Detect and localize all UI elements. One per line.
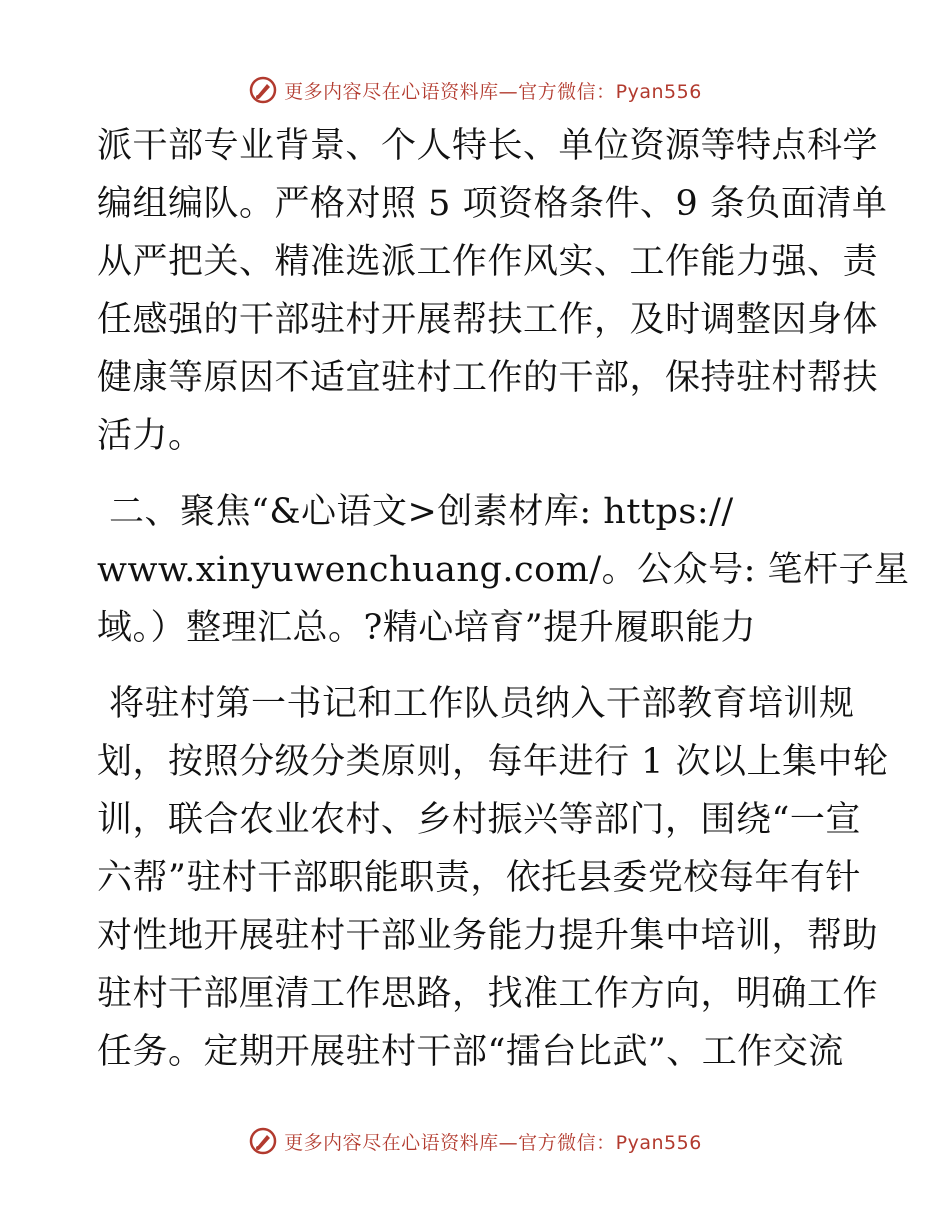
text-line: 任感强的干部驻村开展帮扶工作，及时调整因身体 (97, 300, 879, 340)
pen-nib-logo-icon (248, 1126, 278, 1156)
watermark-text: 更多内容尽在心语资料库—官方微信：Pyan556 (284, 1131, 702, 1154)
text-line: 派干部专业背景、个人特长、单位资源等特点科学 (97, 126, 879, 166)
text-line: 健康等原因不适宜驻村工作的干部，保持驻村帮扶 (97, 358, 879, 398)
section-heading-line: www.xinyuwenchuang.com/。公众号: 笔杆子星 (97, 550, 910, 590)
text-line: 训，联合农业农村、乡村振兴等部门，围绕“一宣 (97, 800, 861, 840)
text-line: 编组编队。严格对照 5 项资格条件、9 条负面清单 (97, 184, 888, 224)
text-line: 任务。定期开展驻村干部“擂台比武”、工作交流 (97, 1032, 844, 1072)
pen-nib-logo-icon (248, 75, 278, 105)
section-heading-line: 二、聚焦“&心语文>创素材库: https:// (109, 492, 734, 532)
section-heading-line: 域。）整理汇总。?精心培育”提升履职能力 (97, 608, 757, 648)
text-line: 将驻村第一书记和工作队员纳入干部教育培训规 (109, 684, 855, 724)
watermark-text: 更多内容尽在心语资料库—官方微信：Pyan556 (284, 80, 702, 103)
document-body (97, 117, 910, 1081)
text-line: 活力。 (97, 416, 204, 456)
text-line: 划，按照分级分类原则，每年进行 1 次以上集中轮 (97, 742, 889, 782)
text-line: 六帮”驻村干部职能职责，依托县委党校每年有针 (97, 858, 861, 898)
text-line: 对性地开展驻村干部业务能力提升集中培训，帮助 (97, 916, 879, 956)
text-line: 从严把关、精准选派工作作风实、工作能力强、责 (97, 242, 879, 282)
footer-watermark (0, 1121, 950, 1161)
text-line: 驻村干部厘清工作思路，找准工作方向，明确工作 (97, 974, 879, 1014)
header-watermark (0, 70, 950, 110)
